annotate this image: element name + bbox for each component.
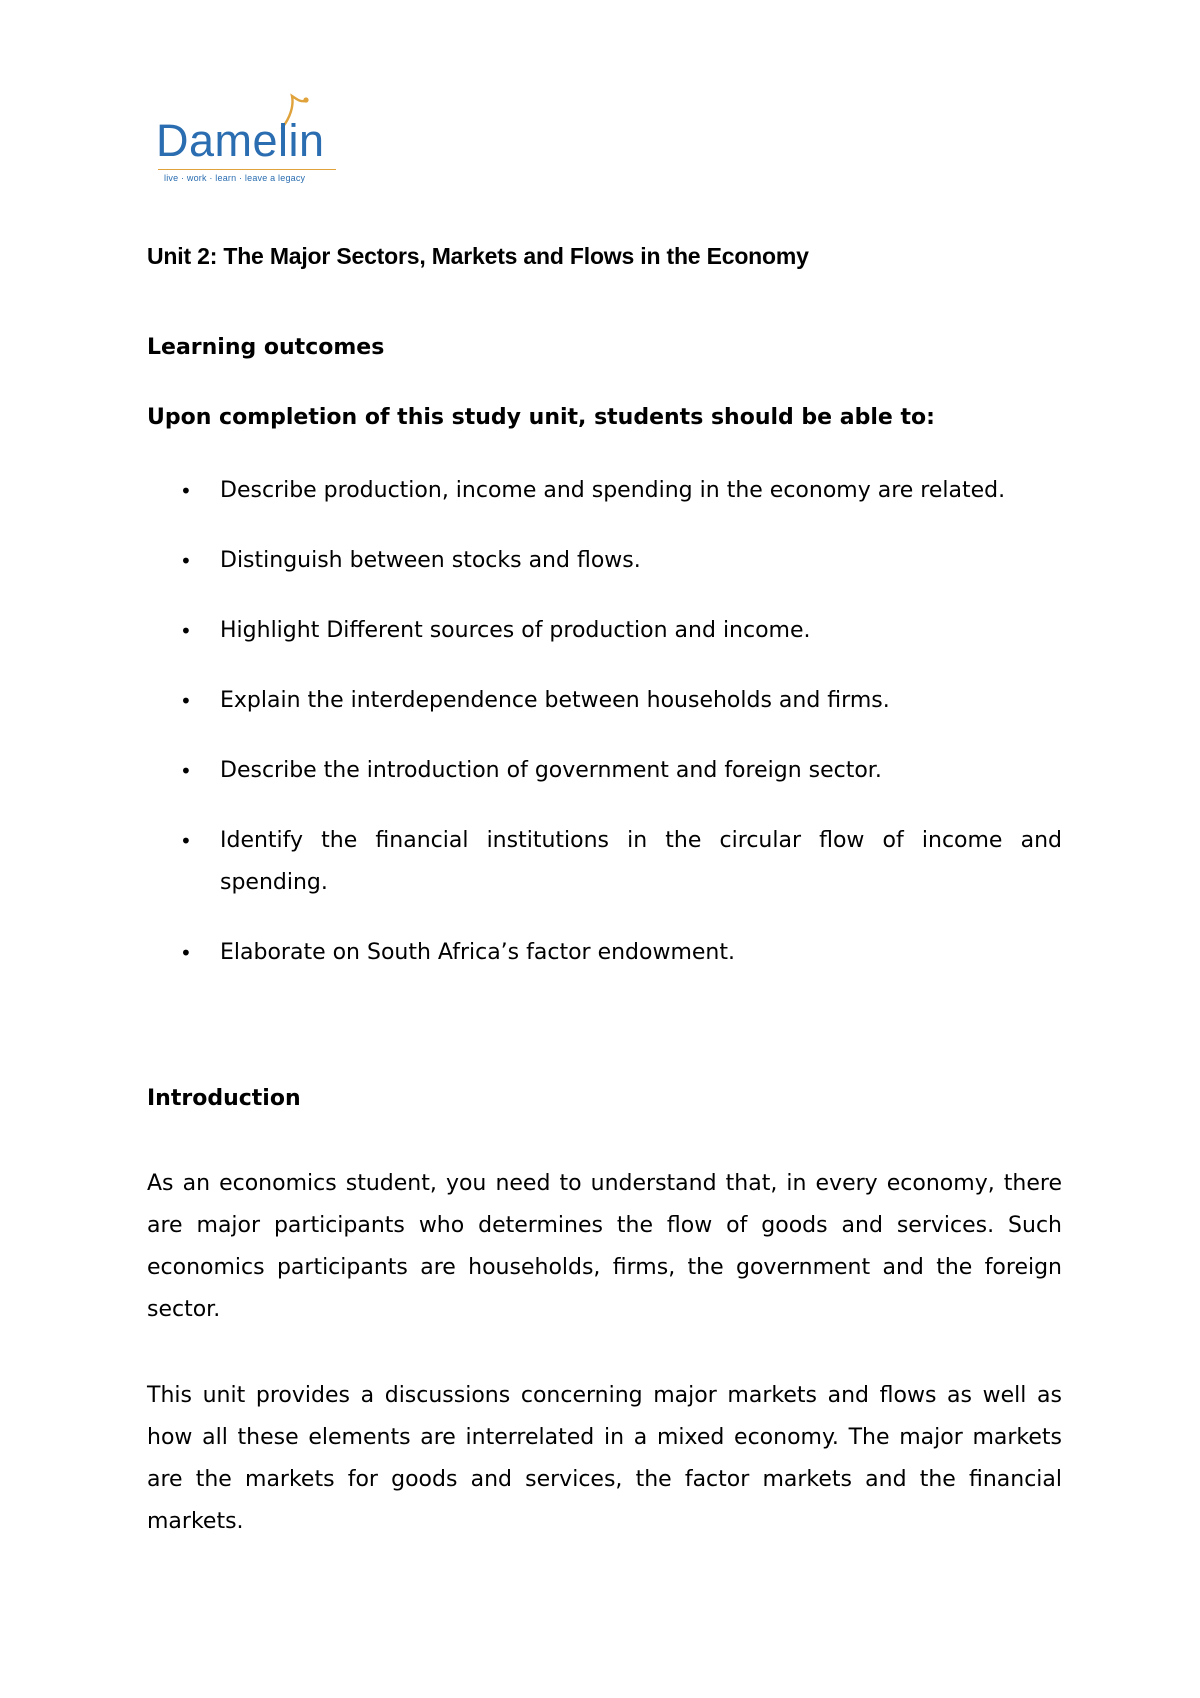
outcome-text: Highlight Different sources of production and income. (220, 618, 811, 643)
logo-tagline: live · work · learn · leave a legacy (164, 173, 306, 183)
outcome-text: Elaborate on South Africa’s factor endowment. (220, 940, 735, 965)
list-item (147, 680, 1062, 722)
outcome-text: Identify the financial institutions in the circular flow of income and spending. (220, 828, 1062, 895)
list-item (147, 470, 1062, 512)
learning-outcomes-list (147, 470, 1062, 1002)
outcome-text: Describe the introduction of government and foreign sector. (220, 758, 882, 783)
introduction-paragraph-2: This unit provides a discussions concerning major markets and flows as well as how all these elements are interrelated in a mixed economy. The major markets are the markets for goods and services, the factor markets and the financial markets. (147, 1383, 1062, 1534)
list-item (147, 820, 1062, 904)
unit-title: Unit 2: The Major Sectors, Markets and Flows in the Economy (147, 243, 809, 269)
introduction-heading: Introduction (147, 1086, 301, 1111)
learning-outcomes-heading: Learning outcomes (147, 335, 385, 360)
bullet-icon: • (180, 829, 192, 853)
outcome-text: Distinguish between stocks and flows. (220, 548, 641, 573)
bullet-icon: • (180, 549, 192, 573)
logo-wordmark: Damelin (156, 115, 325, 166)
list-item (147, 540, 1062, 582)
bullet-icon: • (180, 759, 192, 783)
bullet-icon: • (180, 479, 192, 503)
outcome-text: Describe production, income and spending in the economy are related. (220, 478, 1006, 503)
logo-underline (158, 169, 336, 170)
outcomes-intro: Upon completion of this study unit, students should be able to: (147, 405, 935, 430)
outcome-text: Explain the interdependence between households and firms. (220, 688, 890, 713)
bullet-icon: • (180, 941, 192, 965)
bullet-icon: • (180, 689, 192, 713)
list-item (147, 610, 1062, 652)
list-item (147, 750, 1062, 792)
bullet-icon: • (180, 619, 192, 643)
list-item (147, 932, 1062, 974)
introduction-paragraph-1: As an economics student, you need to understand that, in every economy, there are major participants who determines the flow of goods and services. Such economics participants are households, firms, the government and the foreign sector. (147, 1171, 1062, 1322)
damelin-logo (152, 92, 352, 188)
